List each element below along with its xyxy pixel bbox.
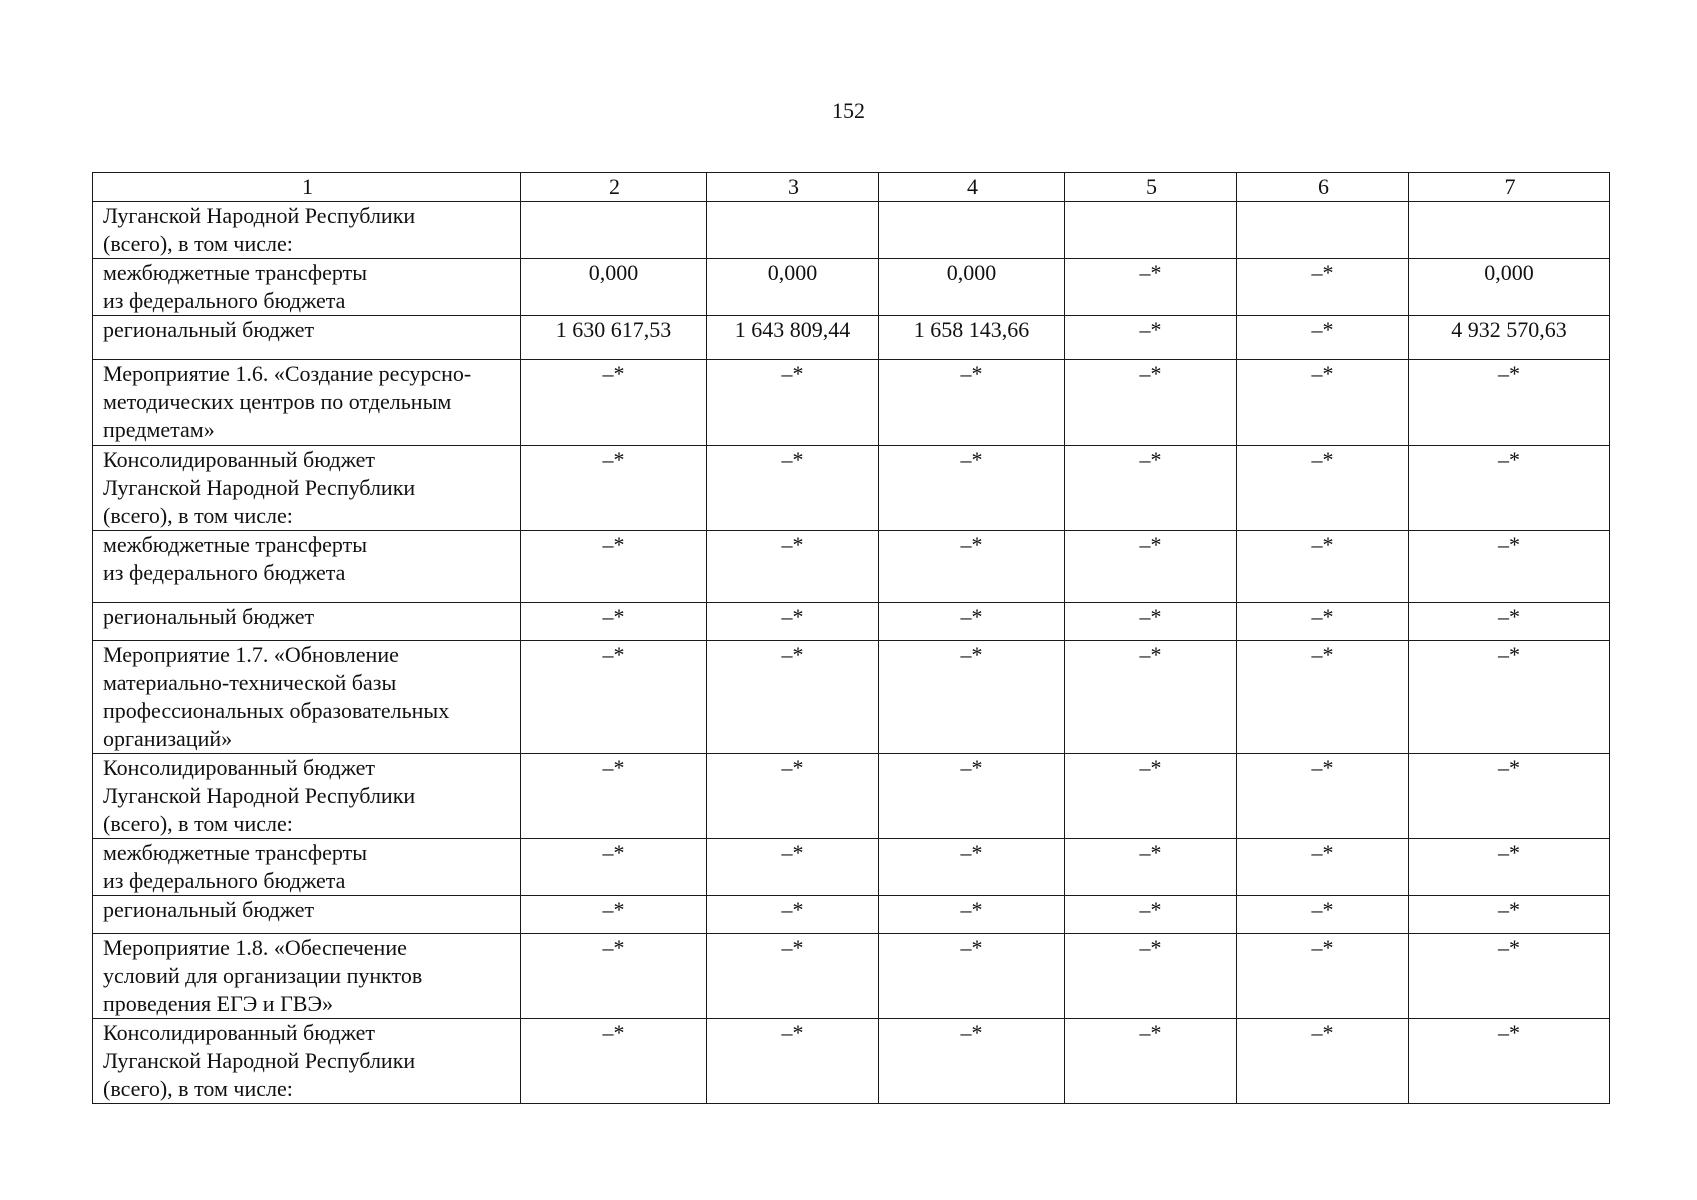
value-cell-col-5: –* — [1065, 603, 1237, 641]
table-row — [93, 603, 1610, 641]
value-cell-col-3 — [707, 202, 879, 259]
value-cell-col-2: –* — [521, 531, 707, 603]
value-cell-col-5: –* — [1065, 754, 1237, 839]
value-cell-col-6: –* — [1237, 446, 1409, 531]
value-cell-col-4: 0,000 — [879, 259, 1065, 316]
value-cell-col-7: –* — [1409, 360, 1610, 446]
table-row — [93, 531, 1610, 603]
header-cell-2: 2 — [521, 173, 707, 202]
value-cell-col-4: –* — [879, 360, 1065, 446]
value-cell-col-6: –* — [1237, 603, 1409, 641]
value-cell-col-3: –* — [707, 839, 879, 896]
value-cell-col-5: –* — [1065, 360, 1237, 446]
row-label: межбюджетные трансферты из федерального бюджета — [93, 839, 521, 896]
value-cell-col-6: –* — [1237, 896, 1409, 934]
value-cell-col-7: –* — [1409, 446, 1610, 531]
value-cell-col-3: –* — [707, 934, 879, 1019]
value-cell-col-2: 1 630 617,53 — [521, 316, 707, 360]
value-cell-col-2 — [521, 202, 707, 259]
budget-table — [92, 172, 1610, 1104]
value-cell-col-2: –* — [521, 896, 707, 934]
value-cell-col-6: –* — [1237, 641, 1409, 754]
table-row — [93, 316, 1610, 360]
value-cell-col-7: –* — [1409, 531, 1610, 603]
table-row — [93, 754, 1610, 839]
value-cell-col-6: –* — [1237, 531, 1409, 603]
value-cell-col-4: –* — [879, 896, 1065, 934]
row-label: Мероприятие 1.8. «Обеспечение условий для организации пунктов проведения ЕГЭ и ГВЭ» — [93, 934, 521, 1019]
value-cell-col-4: 1 658 143,66 — [879, 316, 1065, 360]
value-cell-col-7: 0,000 — [1409, 259, 1610, 316]
table-row — [93, 202, 1610, 259]
value-cell-col-6: –* — [1237, 754, 1409, 839]
value-cell-col-4: –* — [879, 839, 1065, 896]
value-cell-col-7 — [1409, 202, 1610, 259]
header-cell-5: 5 — [1065, 173, 1237, 202]
value-cell-col-5: –* — [1065, 934, 1237, 1019]
table-row — [93, 360, 1610, 446]
value-cell-col-4: –* — [879, 754, 1065, 839]
value-cell-col-7: –* — [1409, 641, 1610, 754]
value-cell-col-7: –* — [1409, 603, 1610, 641]
row-label: региональный бюджет — [93, 603, 521, 641]
table-row — [93, 446, 1610, 531]
page-number: 152 — [832, 98, 865, 123]
value-cell-col-2: –* — [521, 934, 707, 1019]
value-cell-col-5: –* — [1065, 259, 1237, 316]
value-cell-col-7: –* — [1409, 754, 1610, 839]
value-cell-col-4: –* — [879, 934, 1065, 1019]
table-row — [93, 839, 1610, 896]
value-cell-col-5: –* — [1065, 316, 1237, 360]
value-cell-col-3: 1 643 809,44 — [707, 316, 879, 360]
value-cell-col-2: –* — [521, 641, 707, 754]
value-cell-col-3: –* — [707, 896, 879, 934]
value-cell-col-7: –* — [1409, 934, 1610, 1019]
value-cell-col-3: –* — [707, 446, 879, 531]
row-label: межбюджетные трансферты из федерального бюджета — [93, 259, 521, 316]
value-cell-col-3: –* — [707, 641, 879, 754]
value-cell-col-5: –* — [1065, 531, 1237, 603]
value-cell-col-3: 0,000 — [707, 259, 879, 316]
table-body — [93, 173, 1610, 1104]
value-cell-col-2: –* — [521, 360, 707, 446]
header-cell-1: 1 — [93, 173, 521, 202]
value-cell-col-2: –* — [521, 839, 707, 896]
value-cell-col-2: –* — [521, 603, 707, 641]
value-cell-col-6: –* — [1237, 316, 1409, 360]
value-cell-col-6 — [1237, 202, 1409, 259]
value-cell-col-3: –* — [707, 531, 879, 603]
row-label: Консолидированный бюджет Луганской Народной Республики (всего), в том числе: — [93, 446, 521, 531]
value-cell-col-2: –* — [521, 1019, 707, 1104]
value-cell-col-6: –* — [1237, 934, 1409, 1019]
value-cell-col-5: –* — [1065, 446, 1237, 531]
value-cell-col-6: –* — [1237, 360, 1409, 446]
value-cell-col-2: 0,000 — [521, 259, 707, 316]
row-label: Луганской Народной Республики (всего), в том числе: — [93, 202, 521, 259]
value-cell-col-4: –* — [879, 603, 1065, 641]
row-label: Мероприятие 1.6. «Создание ресурсно- методических центров по отдельным предметам» — [93, 360, 521, 446]
table-row — [93, 259, 1610, 316]
value-cell-col-4: –* — [879, 1019, 1065, 1104]
value-cell-col-4: –* — [879, 446, 1065, 531]
value-cell-col-2: –* — [521, 446, 707, 531]
value-cell-col-7: –* — [1409, 839, 1610, 896]
value-cell-col-5: –* — [1065, 641, 1237, 754]
value-cell-col-7: –* — [1409, 1019, 1610, 1104]
value-cell-col-3: –* — [707, 754, 879, 839]
header-cell-4: 4 — [879, 173, 1065, 202]
value-cell-col-3: –* — [707, 1019, 879, 1104]
value-cell-col-7: 4 932 570,63 — [1409, 316, 1610, 360]
table-row — [93, 934, 1610, 1019]
value-cell-col-5: –* — [1065, 896, 1237, 934]
table-header-row — [93, 173, 1610, 202]
value-cell-col-6: –* — [1237, 839, 1409, 896]
row-label: региональный бюджет — [93, 316, 521, 360]
value-cell-col-4: –* — [879, 531, 1065, 603]
row-label: Консолидированный бюджет Луганской Народной Республики (всего), в том числе: — [93, 754, 521, 839]
value-cell-col-3: –* — [707, 603, 879, 641]
table-row — [93, 1019, 1610, 1104]
value-cell-col-5: –* — [1065, 839, 1237, 896]
value-cell-col-4 — [879, 202, 1065, 259]
row-label: межбюджетные трансферты из федерального бюджета — [93, 531, 521, 603]
value-cell-col-2: –* — [521, 754, 707, 839]
value-cell-col-4: –* — [879, 641, 1065, 754]
table-row — [93, 641, 1610, 754]
row-label: Консолидированный бюджет Луганской Народной Республики (всего), в том числе: — [93, 1019, 521, 1104]
value-cell-col-5 — [1065, 202, 1237, 259]
value-cell-col-5: –* — [1065, 1019, 1237, 1104]
table-row — [93, 896, 1610, 934]
row-label: региональный бюджет — [93, 896, 521, 934]
value-cell-col-6: –* — [1237, 259, 1409, 316]
value-cell-col-3: –* — [707, 360, 879, 446]
header-cell-7: 7 — [1409, 173, 1610, 202]
value-cell-col-7: –* — [1409, 896, 1610, 934]
header-cell-3: 3 — [707, 173, 879, 202]
row-label: Мероприятие 1.7. «Обновление материально-технической базы профессиональных образовательных организаций» — [93, 641, 521, 754]
header-cell-6: 6 — [1237, 173, 1409, 202]
value-cell-col-6: –* — [1237, 1019, 1409, 1104]
